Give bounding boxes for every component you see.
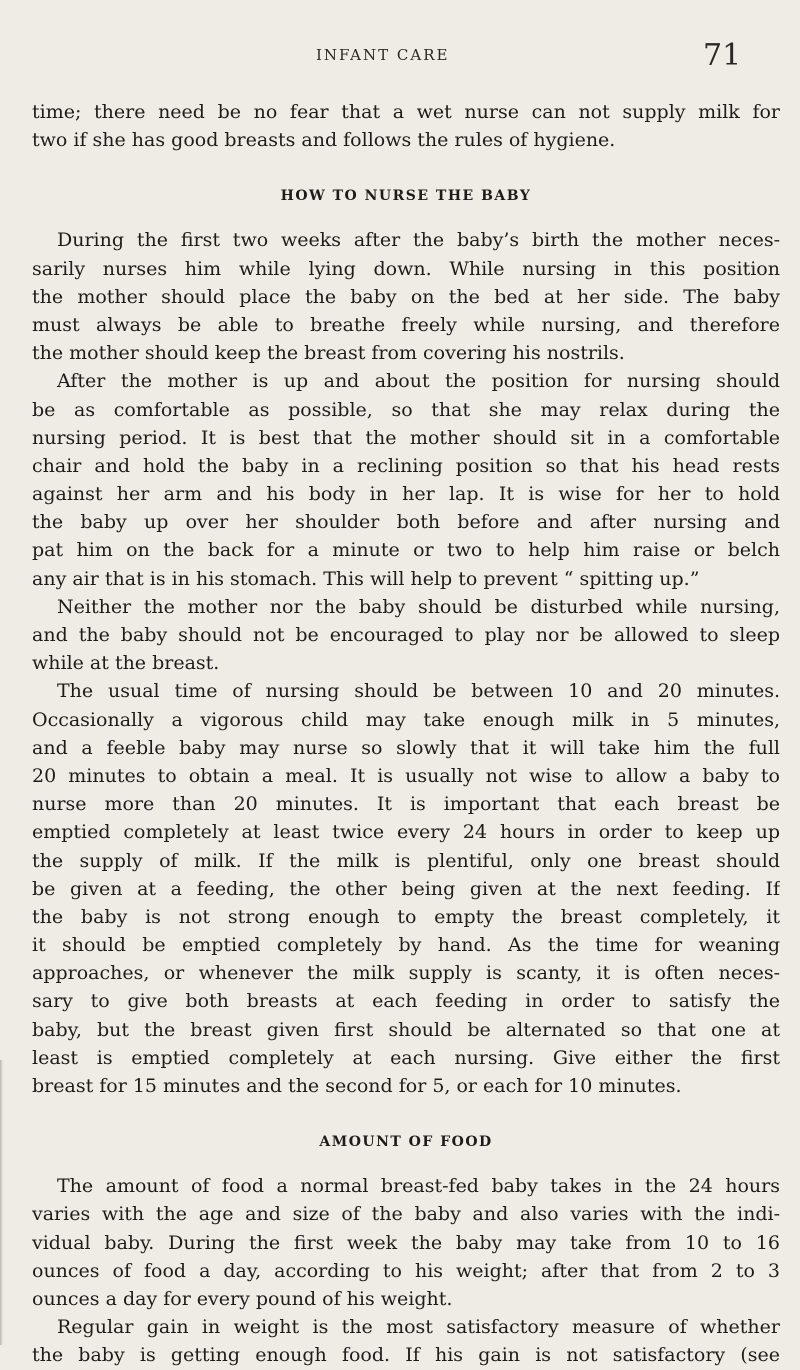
text-line: After the mother is up and about the position for nursing should (57, 370, 780, 393)
text-line: while at the breast. (32, 652, 220, 675)
heading-spacer (32, 154, 780, 184)
text-line: 20 minutes to obtain a meal. It is usually not wise to allow a baby to (32, 764, 780, 787)
text-line: and the baby should not be encouraged to play nor be allowed to sleep (32, 624, 780, 646)
heading-spacer (32, 1154, 780, 1172)
paragraph (32, 226, 780, 367)
text-line: the baby is not strong enough to empty the breast completely, it (32, 905, 780, 928)
text-line: be as comfortable as possible, so that she may relax during the (32, 398, 780, 421)
text-line: time; there need be no fear that a wet nurse can not supply milk for (32, 101, 780, 123)
running-title: INFANT CARE (316, 46, 450, 64)
text-line: the mother should keep the breast from covering his nostrils. (32, 342, 625, 365)
text-line: nurse more than 20 minutes. It is important that each breast be (32, 793, 780, 816)
body-text (32, 98, 780, 1370)
text-line: least is emptied completely at each nursing. Give either the first (32, 1046, 780, 1069)
page-number: 71 (703, 38, 742, 73)
text-line: it should be emptied completely by hand. As the time for weaning (32, 934, 780, 957)
text-line: ounces a day for every pound of his weight. (32, 1287, 453, 1310)
text-line: the baby up over her shoulder both before and after nursing and (32, 511, 780, 534)
paragraph (32, 677, 780, 1100)
text-line: any air that is in his stomach. This will help to prevent “ spitting up.” (32, 567, 700, 590)
text-line: breast for 15 minutes and the second for 5, or each for 10 minutes. (32, 1075, 682, 1097)
text-line: and a feeble baby may nurse so slowly that it will take him the full (32, 736, 780, 759)
text-line: Neither the mother nor the baby should be disturbed while nursing, (57, 595, 780, 618)
text-line: be given at a feeding, the other being given at the next feeding. If (32, 877, 780, 900)
heading-spacer (32, 208, 780, 226)
text-line: varies with the age and size of the baby and also varies with the indi- (32, 1203, 780, 1226)
text-line: Regular gain in weight is the most satisfactory measure of whether (57, 1316, 780, 1339)
text-line: The amount of food a normal breast-fed baby takes in the 24 hours (57, 1175, 780, 1198)
text-line: ounces of food a day, according to his weight; after that from 2 to 3 (32, 1259, 780, 1282)
text-line: The usual time of nursing should be between 10 and 20 minutes. (57, 680, 780, 703)
paragraph (32, 98, 780, 154)
section-heading: AMOUNT OF FOOD (319, 1134, 493, 1151)
text-line: Occasionally a vigorous child may take enough milk in 5 minutes, (32, 708, 780, 731)
text-line: chair and hold the baby in a reclining position so that his head rests (32, 454, 780, 477)
text-line: vidual baby. During the first week the baby may take from 10 to 16 (32, 1231, 780, 1254)
text-line: pat him on the back for a minute or two to help him raise or belch (32, 539, 780, 562)
text-line: the baby is getting enough food. If his gain is not satisfactory (see (32, 1344, 780, 1367)
text-line: nursing period. It is best that the mother should sit in a comfortable (32, 426, 780, 449)
text-line: During the first two weeks after the baby’s birth the mother neces- (57, 229, 780, 252)
text-line: the supply of milk. If the milk is plentiful, only one breast should (32, 849, 780, 872)
text-line: sary to give both breasts at each feeding in order to satisfy the (32, 990, 780, 1013)
text-line: sarily nurses him while lying down. While nursing in this position (32, 257, 780, 280)
text-line: against her arm and his body in her lap. It is wise for her to hold (32, 483, 780, 506)
text-line: approaches, or whenever the milk supply is scanty, it is often neces- (32, 962, 780, 985)
paragraph (32, 367, 780, 593)
paragraph (32, 1313, 780, 1369)
heading-spacer (32, 1100, 780, 1130)
text-line: two if she has good breasts and follows the rules of hygiene. (32, 129, 616, 152)
paragraph (32, 593, 780, 678)
page-edge-shadow (0, 1060, 3, 1345)
paragraph (32, 1172, 780, 1313)
section-heading: HOW TO NURSE THE BABY (280, 188, 532, 205)
text-line: must always be able to breathe freely while nursing, and therefore (32, 313, 780, 336)
text-line: baby, but the breast given first should be alternated so that one at (32, 1018, 780, 1041)
text-line: emptied completely at least twice every 24 hours in order to keep up (32, 821, 780, 844)
text-line: the mother should place the baby on the bed at her side. The baby (32, 285, 780, 308)
